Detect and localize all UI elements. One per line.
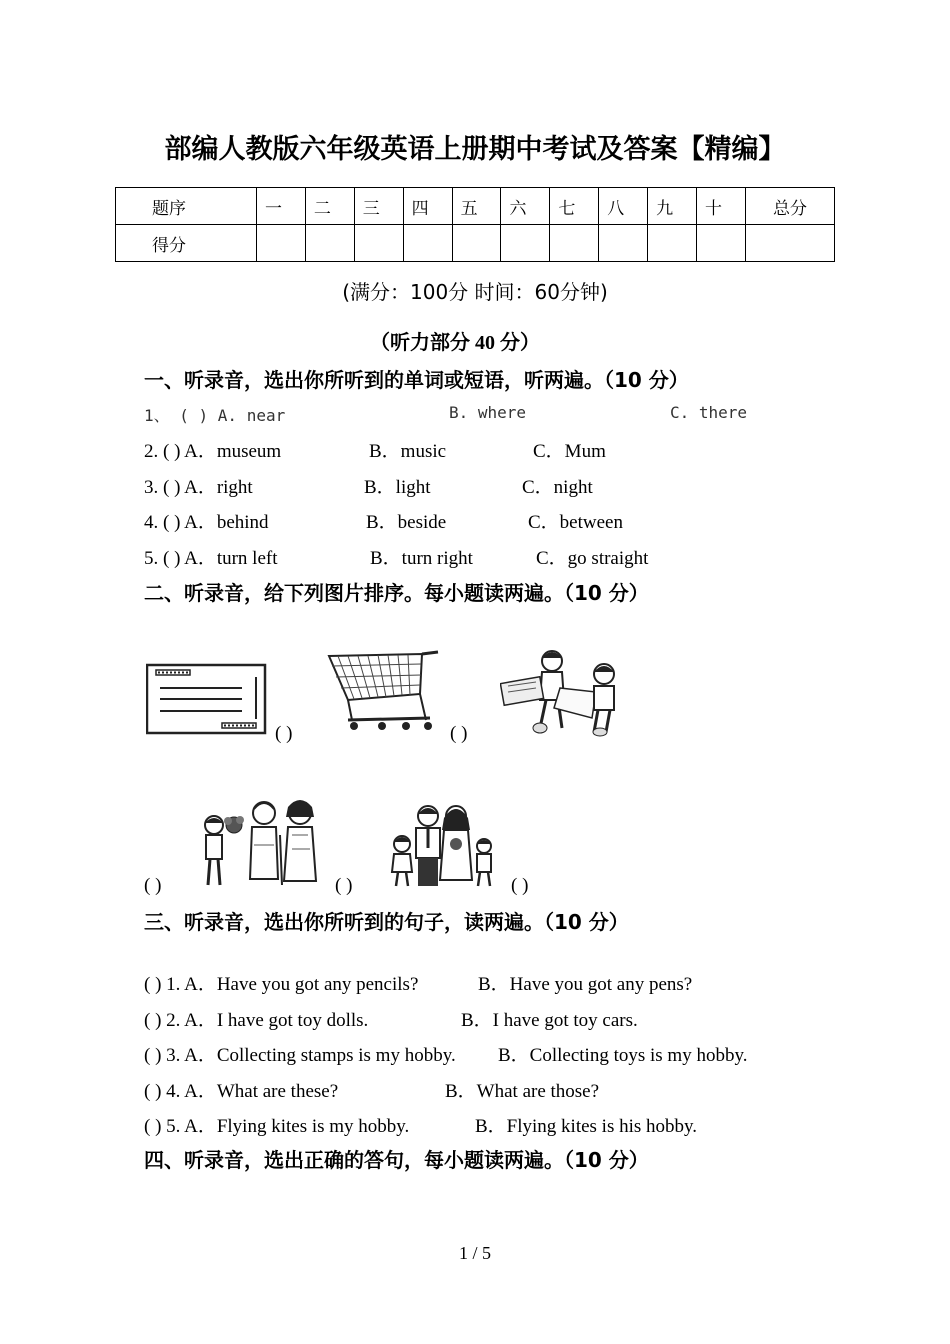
s1-q2-b: B．music <box>369 441 447 462</box>
table-cell-empty[interactable] <box>305 225 354 262</box>
s3-q1-a: ( ) 1. A．Have you got any pencils? <box>144 974 419 995</box>
table-cell: 八 <box>599 188 648 225</box>
s1-q1-b: B. where <box>449 403 527 422</box>
table-cell: 七 <box>550 188 599 225</box>
table-cell-empty[interactable] <box>550 225 599 262</box>
s1-q4-c: C．between <box>528 512 623 533</box>
answer-blank[interactable]: ( ) <box>275 723 293 744</box>
s3-q4-b: B．What are those? <box>445 1081 600 1102</box>
shopping-cart-picture <box>326 650 444 736</box>
s3-q1-b: B．Have you got any pens? <box>478 974 693 995</box>
answer-blank[interactable]: ( ) <box>450 723 468 744</box>
s3-q2-b: B．I have got toy cars. <box>461 1010 638 1031</box>
section-2-heading: 二、听录音，给下列图片排序。每小题读两遍。（10 分） <box>144 581 649 605</box>
listening-part-label: （听力部分 40 分） <box>370 332 540 354</box>
table-cell: 题序 <box>116 188 257 225</box>
table-cell-empty[interactable] <box>697 225 746 262</box>
score-table-score-row <box>116 225 835 262</box>
table-cell-empty[interactable] <box>648 225 697 262</box>
table-cell: 一 <box>257 188 306 225</box>
s1-q5-a: 5. ( ) A．turn left <box>144 548 278 569</box>
s1-q2-a: 2. ( ) A．museum <box>144 441 282 462</box>
table-cell: 得分 <box>116 225 257 262</box>
table-cell: 四 <box>403 188 452 225</box>
s1-q3-c: C．night <box>522 477 593 498</box>
table-cell-empty[interactable] <box>599 225 648 262</box>
table-cell-empty[interactable] <box>746 225 835 262</box>
s3-q3-a: ( ) 3. A．Collecting stamps is my hobby. <box>144 1045 456 1066</box>
score-table-header-row <box>116 188 835 225</box>
section-1-heading: 一、听录音，选出你所听到的单词或短语，听两遍。（10 分） <box>144 368 689 392</box>
boys-with-map-picture <box>500 648 622 738</box>
score-table <box>115 187 835 262</box>
s1-q2-c: C．Mum <box>533 441 606 462</box>
s3-q5-b: B．Flying kites is his hobby. <box>475 1116 698 1137</box>
s1-q1-c: C. there <box>670 403 748 422</box>
answer-blank[interactable]: ( ) <box>511 875 529 896</box>
s3-q4-a: ( ) 4. A．What are these? <box>144 1081 339 1102</box>
table-cell: 九 <box>648 188 697 225</box>
table-cell-empty[interactable] <box>501 225 550 262</box>
full-mark-time: (满分：100分 时间：60分钟) <box>342 280 608 304</box>
s1-q3-b: B．light <box>364 477 431 498</box>
table-cell-empty[interactable] <box>257 225 306 262</box>
s1-q3-a: 3. ( ) A．right <box>144 477 253 498</box>
s3-q5-a: ( ) 5. A．Flying kites is my hobby. <box>144 1116 410 1137</box>
s1-q5-b: B．turn right <box>370 548 473 569</box>
table-cell-empty[interactable] <box>354 225 403 262</box>
table-cell: 二 <box>305 188 354 225</box>
s3-q3-b: B．Collecting toys is my hobby. <box>498 1045 748 1066</box>
table-cell: 总分 <box>746 188 835 225</box>
s1-q5-c: C．go straight <box>536 548 649 569</box>
s1-q4-b: B．beside <box>366 512 447 533</box>
postcard-picture <box>146 663 268 735</box>
s1-q4-a: 4. ( ) A．behind <box>144 512 269 533</box>
section-4-heading: 四、听录音，选出正确的答句，每小题读两遍。（10 分） <box>144 1148 649 1172</box>
page-number: 1 / 5 <box>458 1243 491 1263</box>
answer-blank[interactable]: ( ) <box>144 875 162 896</box>
boy-grandparents-picture <box>196 795 328 889</box>
table-cell: 五 <box>452 188 501 225</box>
family-picture <box>384 800 504 890</box>
table-cell: 六 <box>501 188 550 225</box>
page-title: 部编人教版六年级英语上册期中考试及答案【精编】 <box>164 134 786 165</box>
answer-blank[interactable]: ( ) <box>335 875 353 896</box>
table-cell: 三 <box>354 188 403 225</box>
s1-q1-a: 1、 ( ) A. near <box>144 406 286 425</box>
section-3-heading: 三、听录音，选出你所听到的句子，读两遍。（10 分） <box>144 910 629 934</box>
s3-q2-a: ( ) 2. A．I have got toy dolls. <box>144 1010 369 1031</box>
table-cell-empty[interactable] <box>403 225 452 262</box>
table-cell: 十 <box>697 188 746 225</box>
table-cell-empty[interactable] <box>452 225 501 262</box>
